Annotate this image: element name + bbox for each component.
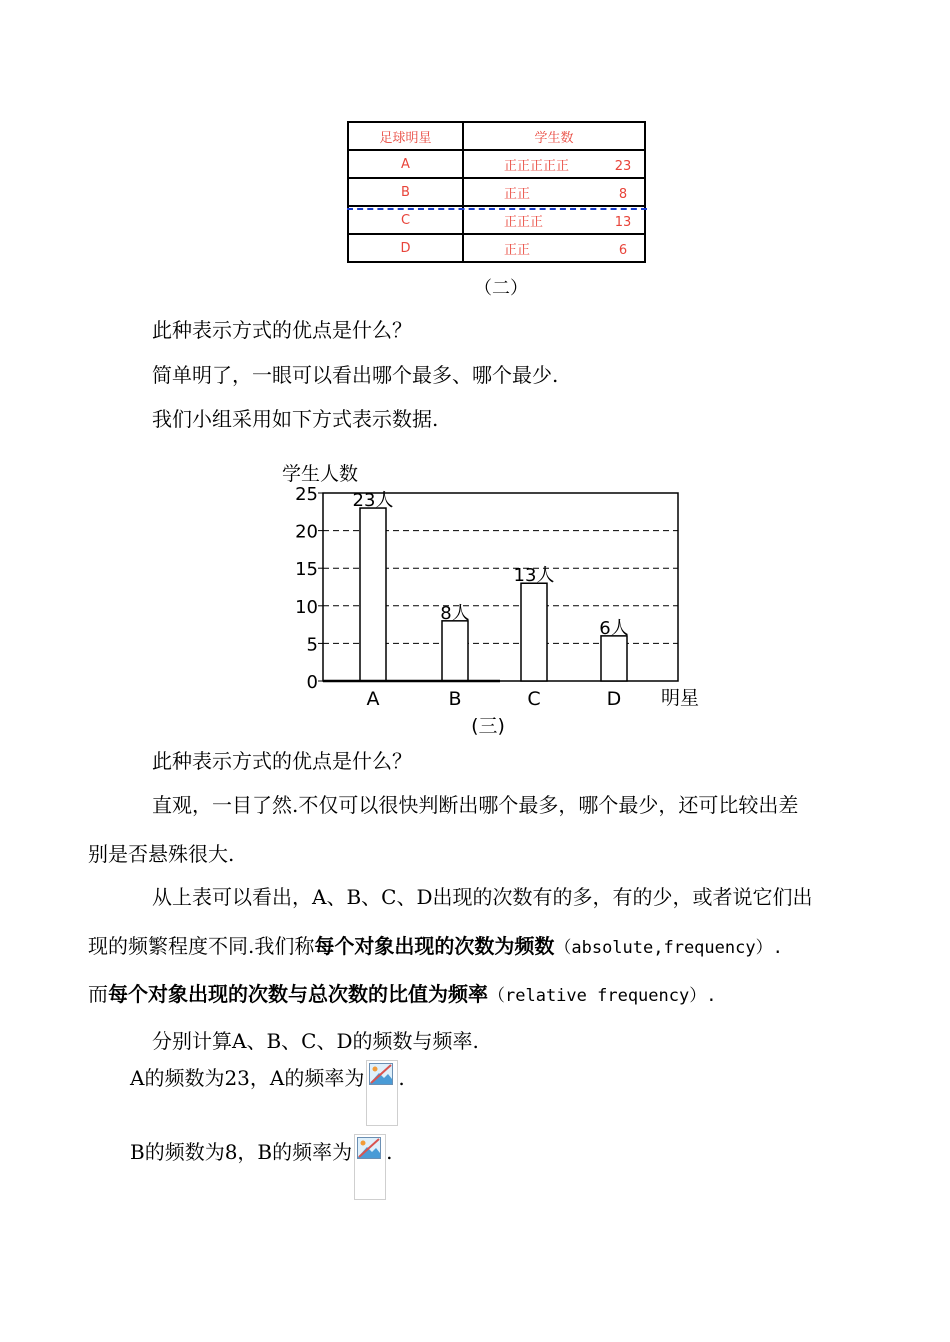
- data-label: 13人: [513, 565, 555, 587]
- para-3-line-3: [88, 982, 716, 1008]
- term-absolute-frequency: 每个对象出现的次数为频数: [314, 934, 555, 958]
- x-tick-label: A: [366, 688, 380, 710]
- x-tick-label: C: [527, 688, 541, 710]
- cell-tally: 正正: [504, 242, 531, 258]
- cell-tally-count: [463, 234, 645, 262]
- table-row: [348, 234, 645, 262]
- cell-tally: 正正正: [504, 214, 544, 230]
- table-caption: （二）: [474, 278, 528, 299]
- answer-2-line-2: 别是否悬殊很大.: [88, 842, 235, 866]
- term-english: （relative frequency）.: [488, 986, 717, 1006]
- cell-tally-count: [463, 206, 645, 234]
- para-4: 分别计算A、B、C、D的频数与频率.: [152, 1029, 479, 1053]
- line-a-text: A的频数为23，A的频率为: [130, 1066, 365, 1090]
- header-students: 学生数: [463, 122, 645, 150]
- data-label: 6人: [599, 617, 629, 639]
- y-tick-label: 5: [306, 634, 318, 656]
- image-placeholder: [366, 1060, 398, 1126]
- bars: [323, 490, 629, 681]
- bar-C: [521, 583, 547, 681]
- cell-star: C: [348, 206, 463, 234]
- term-english: （absolute,frequency）.: [554, 938, 783, 958]
- y-axis-label: 学生人数: [282, 463, 359, 485]
- table-row: [348, 178, 645, 206]
- image-placeholder: [354, 1134, 386, 1200]
- cell-tally-count: [463, 150, 645, 178]
- x-axis-label: 明星: [661, 687, 700, 709]
- cell-tally: 正正正正正: [504, 158, 570, 174]
- intro-text: 我们小组采用如下方式表示数据.: [152, 407, 439, 431]
- term-relative-frequency: 每个对象出现的次数与总次数的比值为频率: [108, 982, 488, 1006]
- tally-table: [347, 121, 646, 263]
- x-tick-label: D: [606, 688, 622, 710]
- period: .: [398, 1066, 405, 1090]
- cell-star: D: [348, 234, 463, 262]
- y-tick-label: 0: [306, 672, 318, 693]
- cell-count: 6: [618, 242, 628, 258]
- cell-tally: 正正: [504, 186, 531, 202]
- x-ticks: [367, 688, 622, 710]
- line-b-frequency: [130, 1134, 392, 1200]
- cell-star: A: [348, 150, 463, 178]
- cell-star: B: [348, 178, 463, 206]
- answer-1: 简单明了，一眼可以看出哪个最多、哪个最少.: [152, 363, 559, 387]
- para-3-line-1: 从上表可以看出，A、B、C、D出现的次数有的多，有的少，或者说它们出: [152, 885, 813, 909]
- question-1: 此种表示方式的优点是什么？: [152, 318, 412, 342]
- broken-image-icon: [369, 1063, 393, 1085]
- header-star: 足球明星: [348, 122, 463, 150]
- bar-chart: [260, 455, 720, 745]
- answer-2-line-1: 直观，一目了然.不仅可以很快判断出哪个最多，哪个最少，还可比较出差: [152, 793, 799, 817]
- y-tick-label: 10: [295, 596, 318, 618]
- broken-image-icon: [357, 1137, 381, 1159]
- bar-D: [601, 636, 627, 681]
- table-row: [348, 206, 645, 234]
- chart-caption: (三): [471, 715, 505, 737]
- cell-tally-count: [463, 178, 645, 206]
- period: .: [386, 1140, 393, 1164]
- line-b-text: B的频数为8，B的频率为: [130, 1140, 353, 1164]
- y-tick-label: 20: [295, 521, 318, 543]
- bar-A: [360, 508, 386, 681]
- y-ticks: [295, 484, 323, 693]
- para-3-line-2: [88, 934, 783, 960]
- text-run: 现的频繁程度不同.我们称: [88, 934, 315, 958]
- bar-B: [442, 621, 468, 681]
- question-2: 此种表示方式的优点是什么？: [152, 749, 412, 773]
- data-label: 23人: [352, 490, 394, 512]
- data-label: 8人: [440, 602, 470, 624]
- dashed-divider: [347, 208, 647, 210]
- x-tick-label: B: [448, 688, 462, 710]
- cell-count: 8: [618, 186, 628, 202]
- text-run: 而: [88, 982, 108, 1006]
- line-a-frequency: [130, 1060, 405, 1126]
- table-row: [348, 150, 645, 178]
- cell-count: 23: [614, 158, 632, 174]
- table-header-row: [348, 122, 645, 150]
- y-tick-label: 25: [295, 484, 318, 505]
- cell-count: 13: [614, 214, 632, 230]
- y-tick-label: 15: [295, 559, 318, 581]
